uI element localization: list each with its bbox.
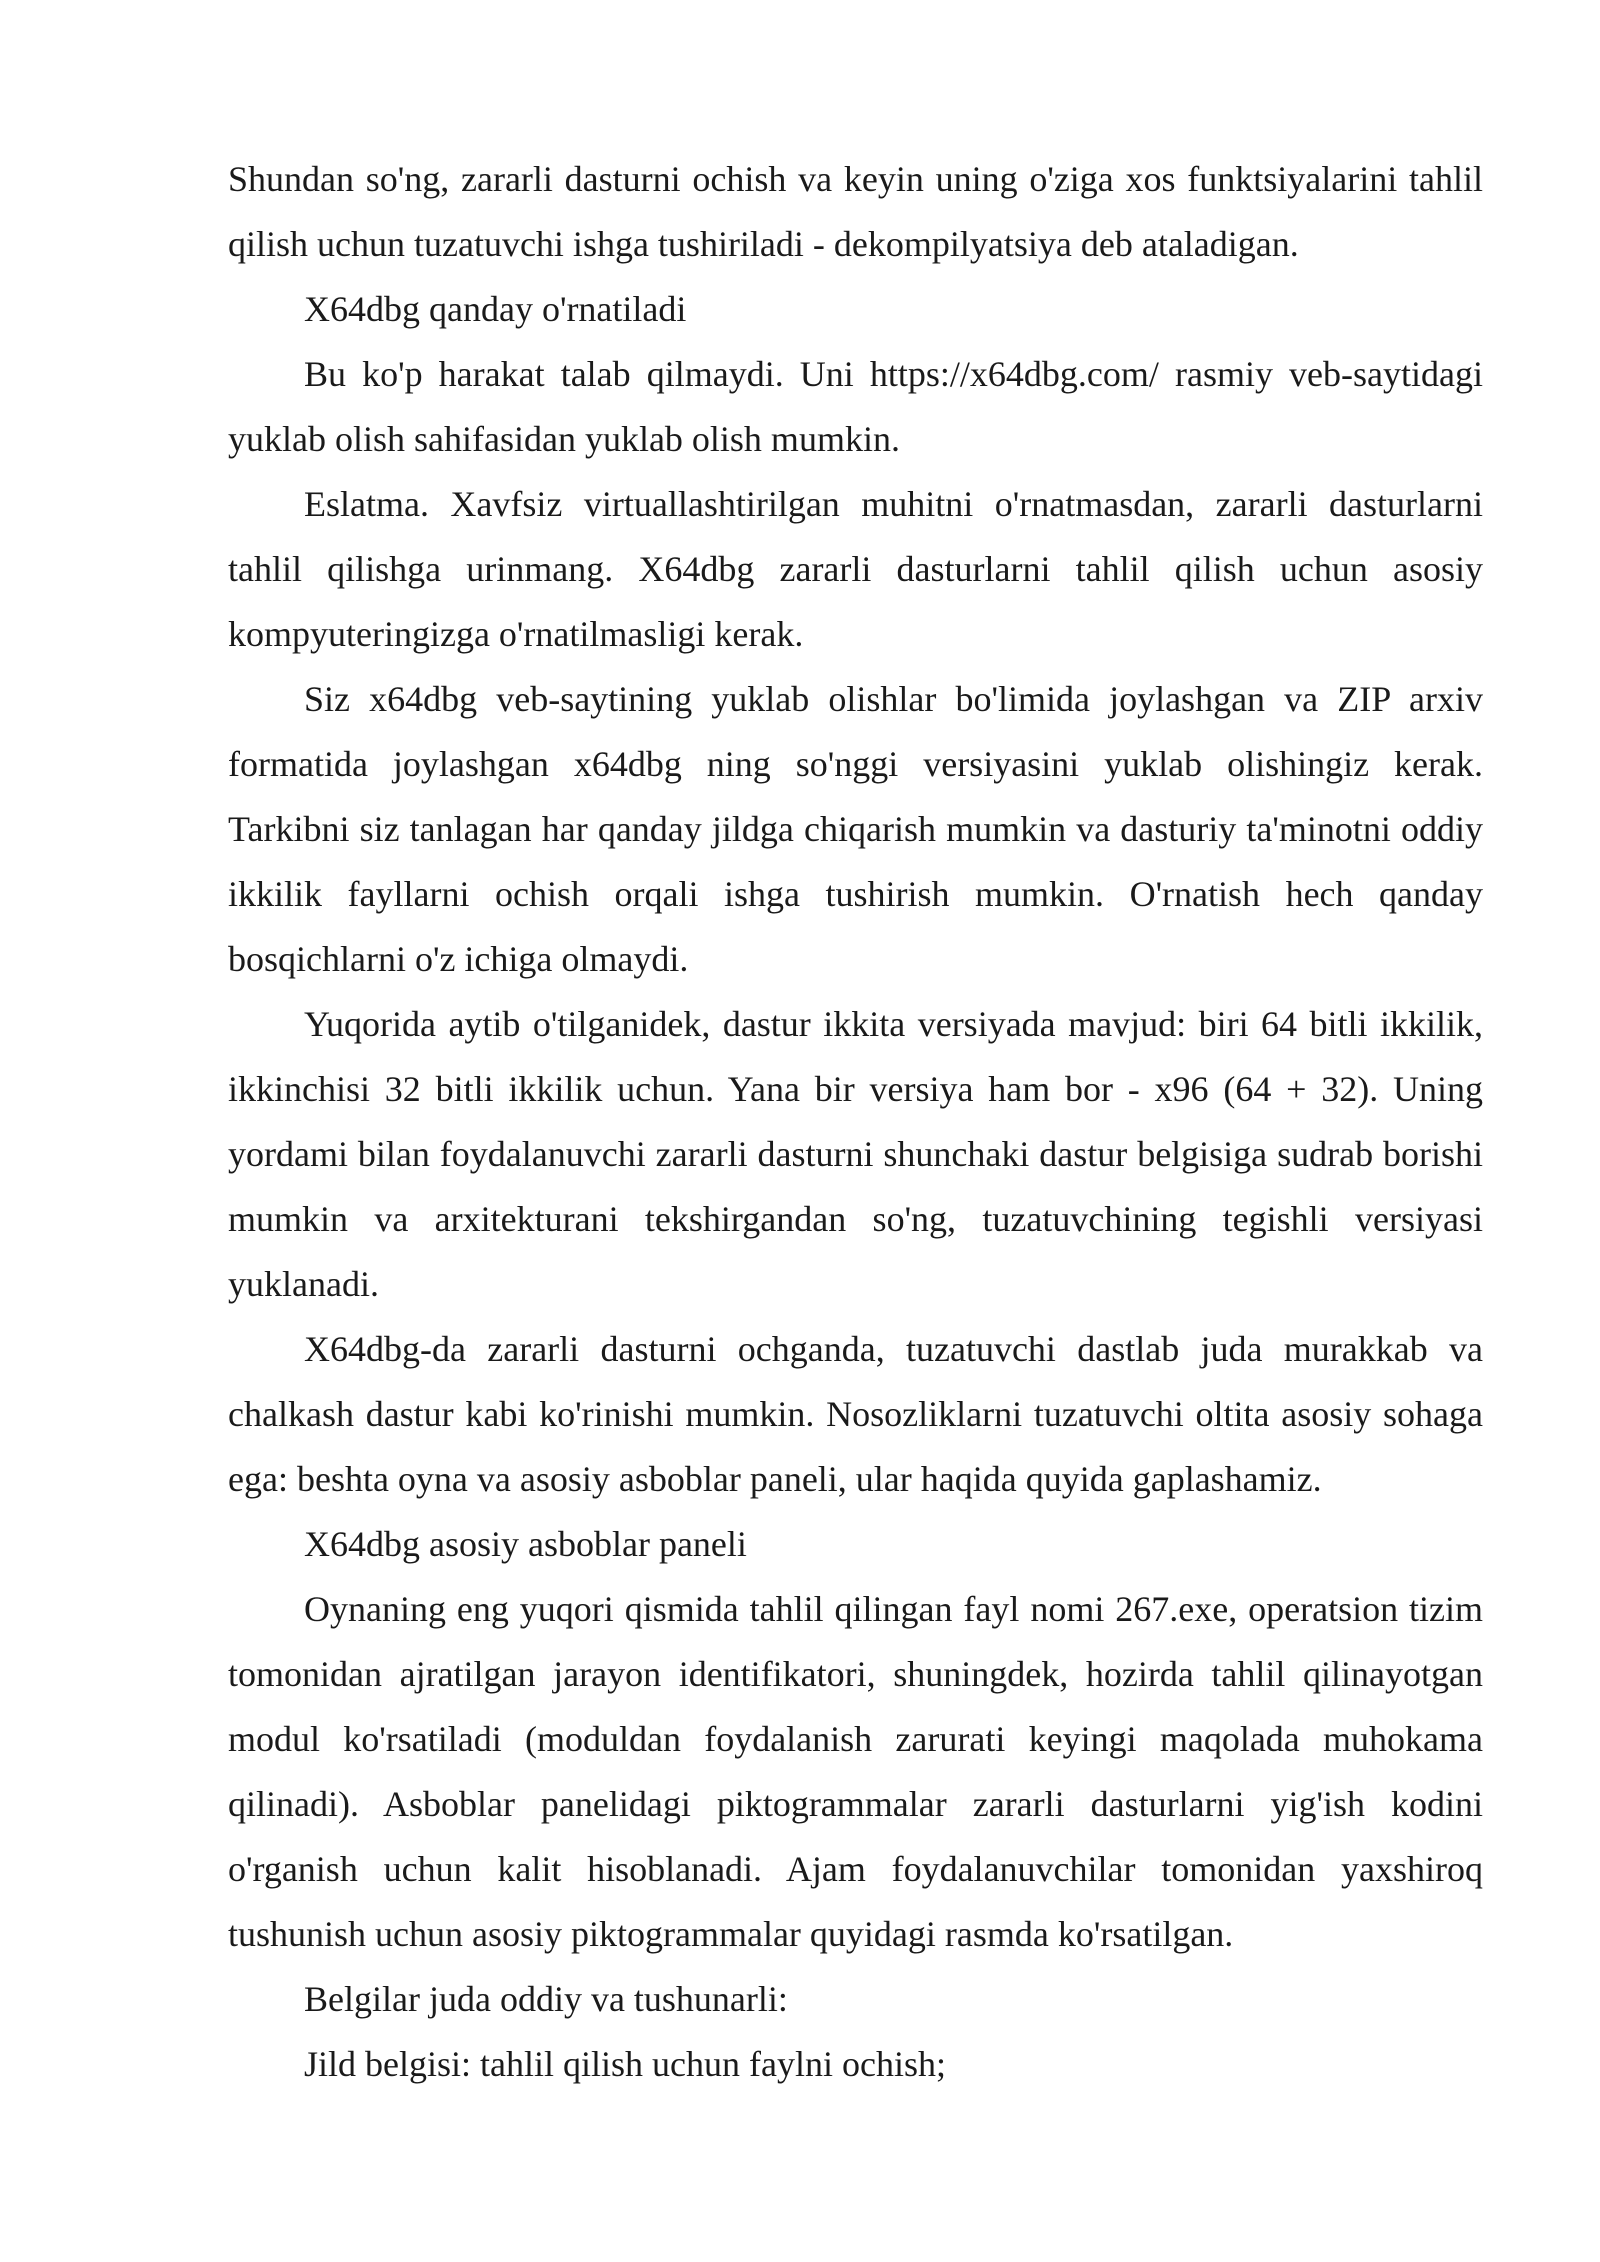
document-body [228, 147, 1483, 2097]
paragraph-zip: Siz x64dbg veb-saytining yuklab olishlar bo'limida joylashgan va ZIP arxiv formatida joylashgan x64dbg ning so'nggi versiyasini yuklab olishingiz kerak. Tarkibni siz tanlagan har qanday jildga chiqarish mumkin va dasturiy ta'minotni oddiy ikkilik fayllarni ochish orqali ishga tushirish mumkin. O'rnatish hech qanday bosqichlarni o'z ichiga olmaydi. [228, 679, 1483, 979]
heading-install: X64dbg qanday o'rnatiladi [304, 289, 687, 329]
paragraph-versions: Yuqorida aytib o'tilganidek, dastur ikkita versiyada mavjud: biri 64 bitli ikkilik, ikkinchisi 32 bitli ikkilik uchun. Yana bir versiya ham bor - x96 (64 + 32). Uning yordami bilan foydalanuvchi zararli dasturni shunchaki dastur belgisiga sudrab borishi mumkin va arxitekturani tekshirgandan so'ng, tuzatuvchining tegishli versiyasi yuklanadi. [228, 1004, 1483, 1304]
paragraph-download: Bu ko'p harakat talab qilmaydi. Uni https://x64dbg.com/ rasmiy veb-saytidagi yuklab olish sahifasidan yuklab olish mumkin. [228, 354, 1483, 459]
heading-toolbar: X64dbg asosiy asboblar paneli [304, 1524, 747, 1564]
paragraph-toolbar: Oynaning eng yuqori qismida tahlil qilingan fayl nomi 267.exe, operatsion tizim tomonidan ajratilgan jarayon identifikatori, shuningdek, hozirda tahlil qilinayotgan modul ko'rsatiladi (moduldan foydalanish zarurati keyingi maqolada muhokama qilinadi). Asboblar panelidagi piktogrammalar zararli dasturlarni yig'ish kodini o'rganish uchun kalit hisoblanadi. Ajam foydalanuvchilar tomonidan yaxshiroq tushunish uchun asosiy piktogrammalar quyidagi rasmda ko'rsatilgan. [228, 1589, 1483, 1954]
paragraph-opening: X64dbg-da zararli dasturni ochganda, tuzatuvchi dastlab juda murakkab va chalkash dastur kabi ko'rinishi mumkin. Nosozliklarni tuzatuvchi oltita asosiy sohaga ega: beshta oyna va asosiy asboblar paneli, ular haqida quyida gaplashamiz. [228, 1329, 1483, 1499]
paragraph-folder-icon: Jild belgisi: tahlil qilish uchun faylni ochish; [304, 2044, 946, 2084]
paragraph-icons-intro: Belgilar juda oddiy va tushunarli: [304, 1979, 788, 2019]
paragraph-intro: Shundan so'ng, zararli dasturni ochish va keyin uning o'ziga xos funktsiyalarini tahlil qilish uchun tuzatuvchi ishga tushiriladi - dekompilyatsiya deb ataladigan. [228, 159, 1483, 264]
paragraph-note: Eslatma. Xavfsiz virtuallashtirilgan muhitni o'rnatmasdan, zararli dasturlarni tahlil qilishga urinmang. X64dbg zararli dasturlarni tahlil qilish uchun asosiy kompyuteringizga o'rnatilmasligi kerak. [228, 484, 1483, 654]
